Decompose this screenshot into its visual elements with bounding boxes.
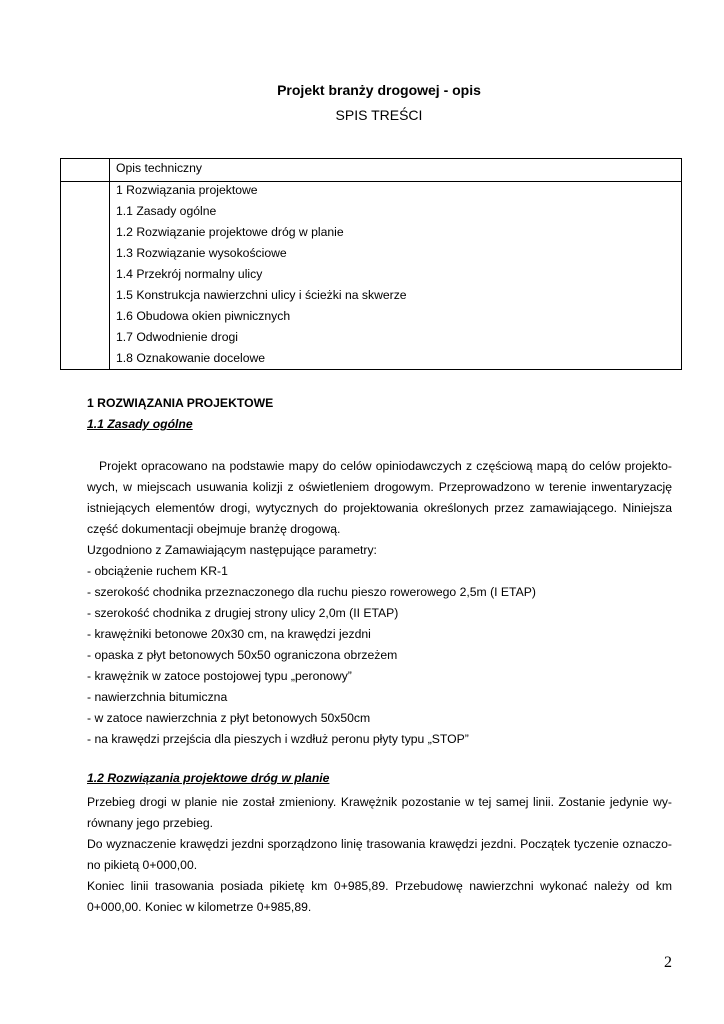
paragraph-line: 0+000,00. Koniec w kilometrze 0+985,89.: [87, 900, 312, 914]
list-item: - opaska z płyt betonowych 50x50 ograniczona obrzeżem: [87, 648, 398, 662]
list-item: - szerokość chodnika przeznaczonego dla ruchu pieszo rowerowego 2,5m (I ETAP): [87, 585, 536, 599]
table-of-contents: [60, 158, 682, 370]
toc-title: SPIS TREŚCI: [335, 107, 423, 123]
toc-item: 1.1 Zasady ogólne: [116, 204, 217, 218]
paragraph-line: Uzgodniono z Zamawiającym następujące parametry:: [87, 543, 377, 557]
document-title: Projekt branży drogowej - opis: [277, 82, 481, 98]
toc-item: 1.7 Odwodnienie drogi: [116, 330, 238, 344]
subsection-heading-1-1: 1.1 Zasady ogólne: [87, 417, 193, 431]
list-item: - w zatoce nawierzchnia z płyt betonowych 50x50cm: [87, 711, 371, 725]
toc-row-divider: [61, 181, 681, 182]
list-item: - na krawędzi przejścia dla pieszych i wzdłuż peronu płyty typu „STOP”: [87, 732, 469, 746]
list-item: - krawężniki betonowe 20x30 cm, na krawędzi jezdni: [87, 627, 371, 641]
paragraph-line: Przebieg drogi w planie nie został zmieniony. Krawężnik pozostanie w tej samej linii. Zostanie jedynie wy-: [87, 795, 672, 809]
toc-item: 1.2 Rozwiązanie projektowe dróg w planie: [116, 225, 344, 239]
toc-item: 1.4 Przekrój normalny ulicy: [116, 267, 263, 281]
paragraph-line: istniejących elementów drogi, wytycznych do projektowania określonych przez zamawiającego. Niniejsza: [87, 501, 672, 515]
toc-item: 1.3 Rozwiązanie wysokościowe: [116, 246, 287, 260]
section-1-2-body: [87, 792, 672, 918]
paragraph-line: no pikietą 0+000,00.: [87, 858, 198, 872]
list-item: - szerokość chodnika z drugiej strony ulicy 2,0m (II ETAP): [87, 606, 399, 620]
section-heading: 1 ROZWIĄZANIA PROJEKTOWE: [87, 396, 274, 410]
toc-column-divider: [109, 159, 110, 369]
page-number: 2: [664, 954, 672, 971]
subsection-heading-1-2: 1.2 Rozwiązania projektowe dróg w planie: [87, 771, 330, 785]
list-item: - krawężnik w zatoce postojowej typu „peronowy”: [87, 669, 352, 683]
toc-item: 1 Rozwiązania projektowe: [116, 183, 258, 197]
paragraph-line: Koniec linii trasowania posiada pikietę km 0+985,89. Przebudowę nawierzchni wykonać należy od km: [87, 879, 672, 893]
toc-item: 1.8 Oznakowanie docelowe: [116, 351, 266, 365]
paragraph-line: część dokumentacji obejmuje branżę drogową.: [87, 522, 341, 536]
toc-item: 1.5 Konstrukcja nawierzchni ulicy i ścieżki na skwerze: [116, 288, 407, 302]
paragraph-line: równany jego przebieg.: [87, 816, 214, 830]
paragraph-line: Projekt opracowano na podstawie mapy do celów opiniodawczych z częściową mapą do celów projekto-: [99, 459, 672, 473]
paragraph-line: Do wyznaczenie krawędzi jezdni sporządzono linię trasowania krawędzi jezdni. Początek tyczenie oznaczo-: [87, 837, 672, 851]
list-item: - nawierzchnia bitumiczna: [87, 690, 228, 704]
toc-item: 1.6 Obudowa okien piwnicznych: [116, 309, 291, 323]
paragraph-line: wych, w miejscach usuwania kolizji z oświetleniem drogowym. Przeprowadzono w terenie inwentaryzację: [87, 480, 672, 494]
toc-header: Opis techniczny: [116, 161, 203, 175]
list-item: - obciążenie ruchem KR-1: [87, 564, 228, 578]
section-1-1-body: [87, 456, 672, 750]
